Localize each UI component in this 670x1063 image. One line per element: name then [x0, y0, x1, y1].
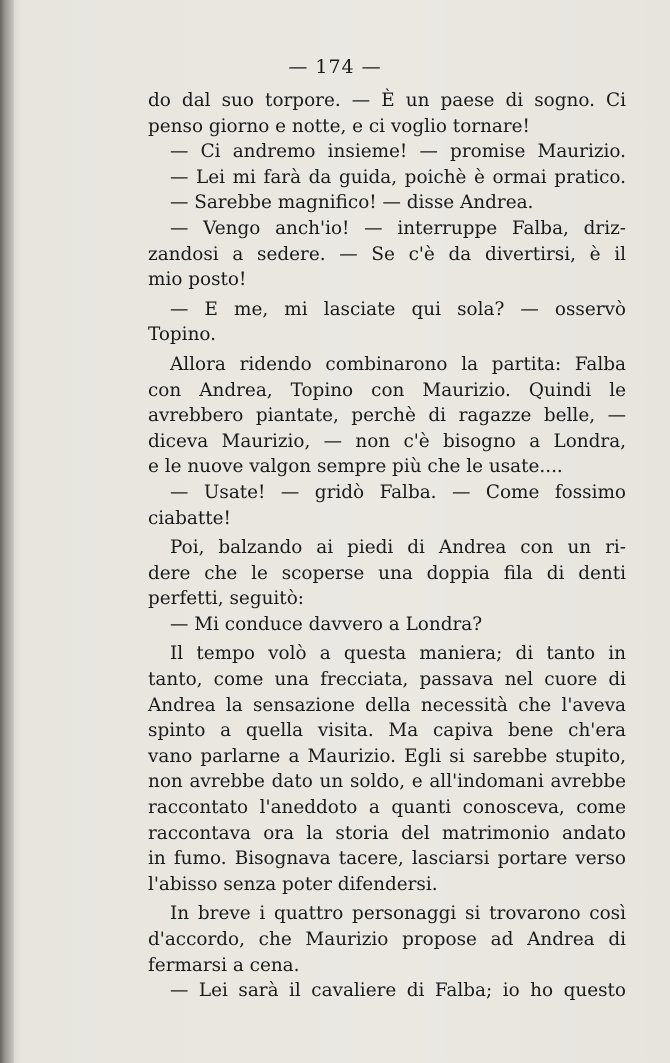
text-line: — Lei sarà il cavaliere di Falba; io ho questo [170, 980, 626, 1002]
text-line: — E me, mi lasciate qui sola? — osservò [170, 298, 626, 320]
text-line: l'abisso senza poter difendersi. [148, 873, 438, 895]
text-line: — Vengo anch'io! — interruppe Falba, driz- [170, 217, 626, 239]
text-line: con Andrea, Topino con Maurizio. Quindi le [148, 379, 626, 401]
text-line: In breve i quattro personaggi si trovarono così [170, 903, 626, 925]
text-line: — Lei mi farà da guida, poichè è ormai pratico. [170, 166, 626, 188]
text-line: fermarsi a cena. [148, 954, 300, 976]
text-line: penso giorno e notte, e ci voglio tornare! [148, 115, 530, 137]
text-line: — Ci andremo insieme! — promise Maurizio. [170, 141, 626, 163]
body-text [148, 88, 626, 1004]
text-line: Il tempo volò a questa maniera; di tanto in [170, 643, 626, 665]
text-line: spinto a quella visita. Ma capiva bene ch'era [148, 720, 626, 742]
text-line: Poi, balzando ai piedi di Andrea con un ri- [170, 537, 626, 559]
text-line: vano parlarne a Maurizio. Egli si sarebbe stupito, [148, 745, 626, 767]
text-line: in fumo. Bisognava tacere, lasciarsi portare verso [148, 848, 626, 870]
page-number: — 174 — [288, 56, 382, 78]
text-line: mio posto! [148, 269, 247, 291]
text-line: raccontato l'aneddoto a quanti conosceva, come [148, 797, 626, 819]
text-line: — Usate! — gridò Falba. — Come fossimo [170, 481, 626, 503]
page-binding-shadow [0, 0, 14, 1063]
text-line: Andrea la sensazione della necessità che l'aveva [148, 694, 626, 716]
text-line: non avrebbe dato un soldo, e all'indomani avrebbe [148, 771, 626, 793]
text-line: e le nuove valgon sempre più che le usate.... [148, 456, 563, 478]
text-line: Topino. [148, 324, 217, 346]
text-line: Allora ridendo combinarono la partita: Falba [170, 353, 626, 375]
text-line: perfetti, seguitò: [148, 588, 304, 610]
text-line: tanto, come una frecciata, passava nel cuore di [148, 669, 626, 691]
text-line: dere che le scoperse una doppia fila di denti [148, 562, 626, 584]
text-line: raccontava ora la storia del matrimonio andato [148, 822, 626, 844]
text-line: avrebbero piantate, perchè di ragazze belle, — [148, 405, 626, 427]
text-line: do dal suo torpore. — È un paese di sogno. Ci [148, 90, 626, 111]
text-line: — Mi conduce davvero a Londra? [170, 613, 483, 635]
text-line: d'accordo, che Maurizio propose ad Andrea di [148, 929, 626, 950]
text-line: diceva Maurizio, — non c'è bisogno a Londra, [148, 430, 626, 452]
text-line: — Sarebbe magnifico! — disse Andrea. [170, 192, 534, 214]
text-line: zandosi a sedere. — Se c'è da divertirsi, è il [148, 243, 626, 265]
text-line: ciabatte! [148, 507, 231, 529]
